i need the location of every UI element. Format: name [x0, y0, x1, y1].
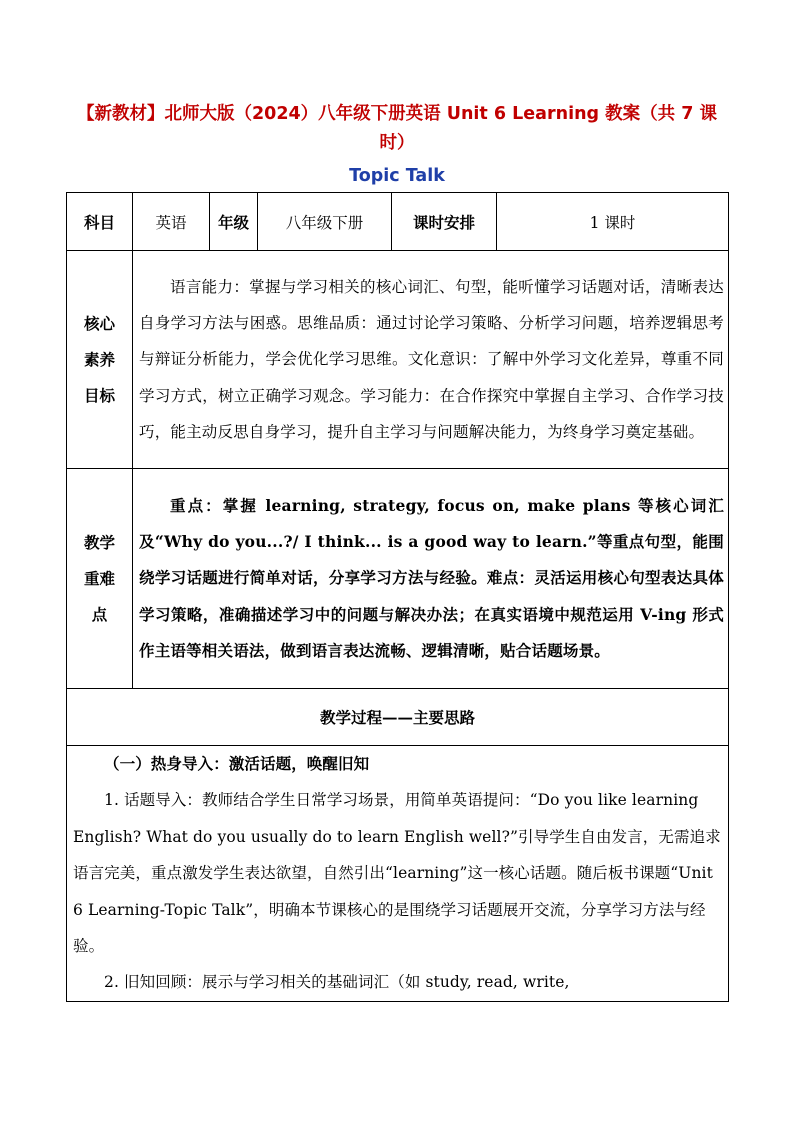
header-row [67, 193, 729, 251]
key-points-label-line: 重难 [83, 568, 115, 588]
process-header-row [67, 689, 729, 746]
process-header: 教学过程——主要思路 [67, 689, 729, 746]
process-cell [67, 746, 729, 1002]
document-subtitle: Topic Talk [349, 166, 445, 186]
goals-label-line: 素养 [83, 349, 115, 369]
document-title: 【新教材】北师大版（2024）八年级下册英语 Unit 6 Learning 教案（共 7 课时） [76, 104, 718, 153]
schedule-label: 课时安排 [392, 193, 497, 251]
grade-label: 年级 [210, 193, 258, 251]
key-points-text-cell [133, 469, 729, 689]
goals-text: 语言能力：掌握与学习相关的核心词汇、句型，能听懂学习话题对话，清晰表达自身学习方法与困惑。思维品质：通过讨论学习策略、分析学习问题，培养逻辑思考与辩证分析能力，学会优化学习思维。文化意识：了解中外学习文化差异，尊重不同学习方式，树立正确学习观念。学习能力：在合作探究中掌握自主学习、合作学习技巧，能主动反思自身学习，提升自主学习与问题解决能力，为终身学习奠定基础。 [139, 277, 724, 441]
key-points-text: 重点：掌握 learning, strategy, focus on, make plans 等核心词汇及“Why do you...?/ I think... is a good way to learn.”等重点句型，能围绕学习话题进行简单对话，分享学习方法与经验。难点：灵活运用核心句型表达具体学习策略，准确描述学习中的问题与解决办法；在真实语境中规范运用 V-ing 形式作主语等相关语法，做到语言表达流畅、逻辑清晰，贴合话题场景。 [139, 495, 724, 660]
lesson-plan-table [66, 192, 729, 1002]
subject-value: 英语 [133, 193, 210, 251]
subject-label: 科目 [67, 193, 133, 251]
goals-label-line: 目标 [83, 385, 115, 405]
process-item-2: 2. 旧知回顾：展示与学习相关的基础词汇（如 study, read, write, [104, 973, 570, 992]
goals-label-line: 核心 [83, 313, 115, 333]
schedule-value: 1 课时 [497, 193, 729, 251]
goals-row [67, 251, 729, 469]
process-row [67, 746, 729, 1002]
goals-label [67, 251, 133, 469]
key-points-row [67, 469, 729, 689]
key-points-label-line: 教学 [83, 532, 115, 552]
key-points-label-line: 点 [91, 604, 108, 624]
goals-text-cell [133, 251, 729, 469]
section1-heading: （一）热身导入：激活话题，唤醒旧知 [104, 754, 370, 773]
key-points-label [67, 469, 133, 689]
grade-value: 八年级下册 [258, 193, 392, 251]
process-item-1: 1. 话题导入：教师结合学生日常学习场景，用简单英语提问：“Do you like learning English? What do you usually do to learn English well?”引导学生自由发言，无需追求语言完美，重点激发学生表达欲望，自然引出“learning”这一核心话题。随后板书课题“Unit 6 Learning-Topic Talk”，明确本节课核心的是围绕学习话题展开交流，分享学习方法与经验。 [73, 791, 721, 956]
